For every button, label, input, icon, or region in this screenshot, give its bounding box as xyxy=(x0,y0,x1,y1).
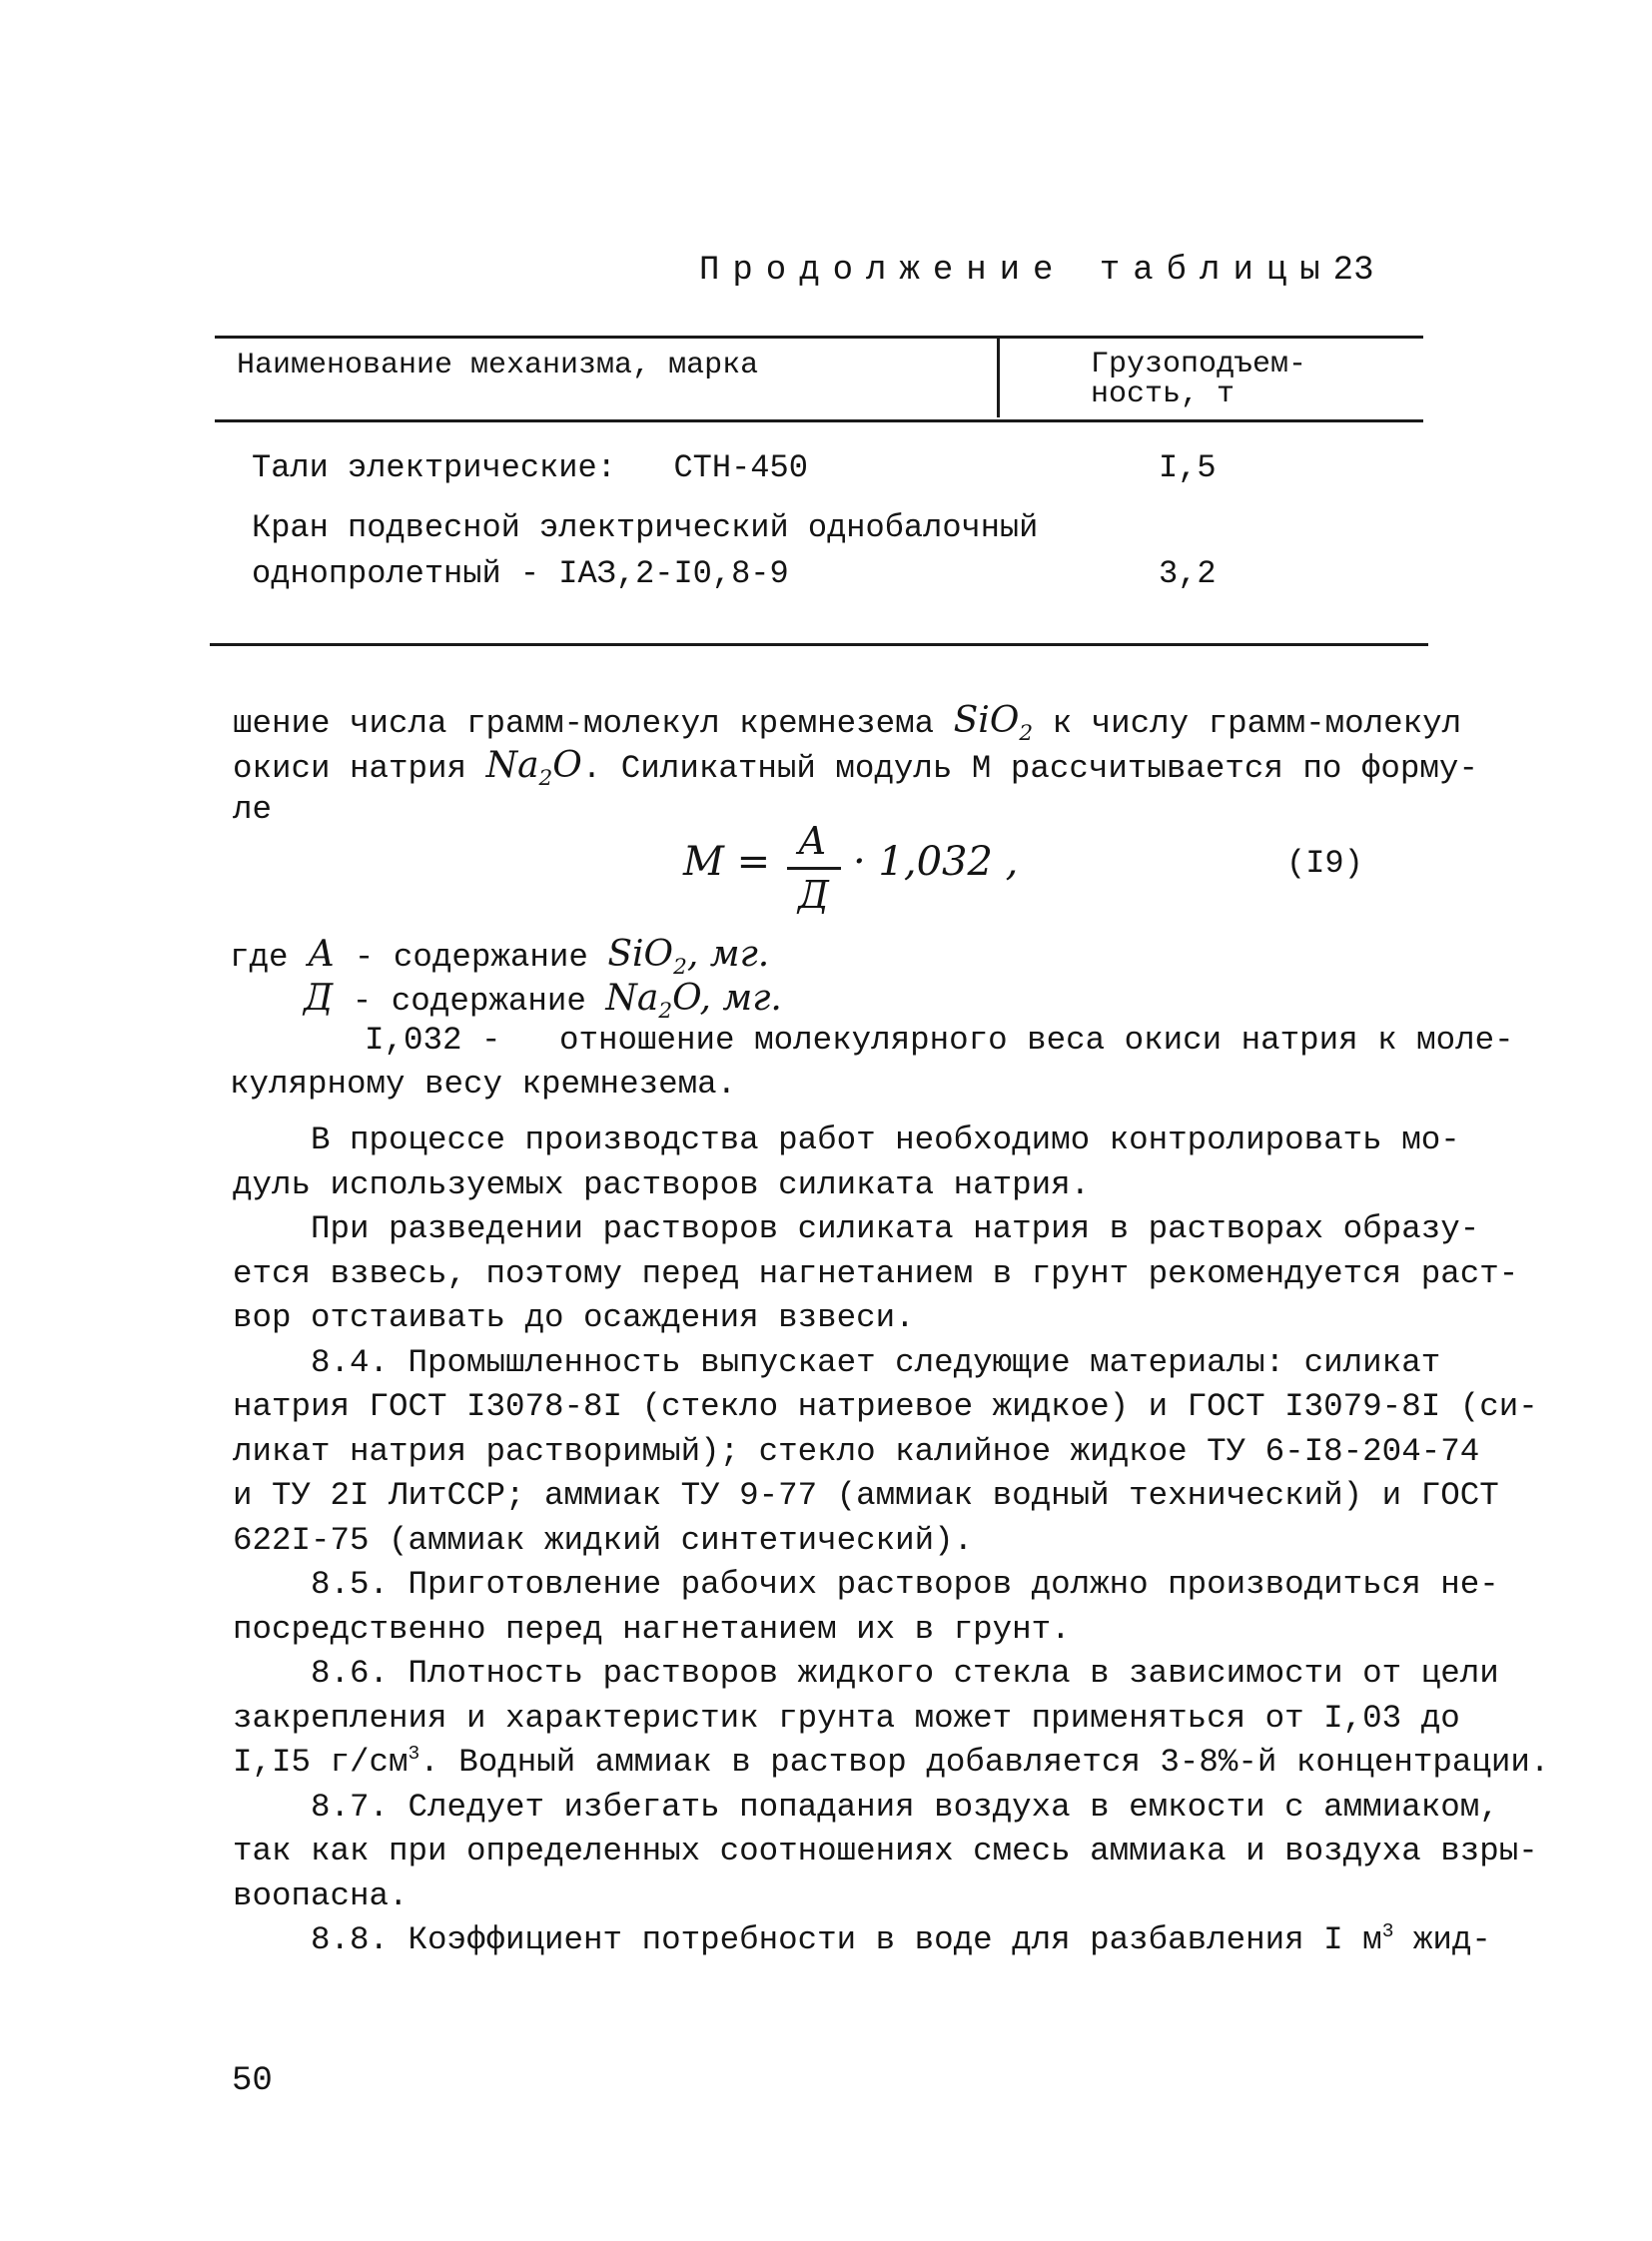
table-row-1-capacity: I,5 xyxy=(1159,449,1217,486)
formula-numerator: А xyxy=(798,819,827,863)
main-text xyxy=(233,1119,1550,1963)
formula-na2o: $Na_2O$ xyxy=(485,744,582,791)
table-header-name: Наименование механизма, марка xyxy=(237,349,759,382)
table-row-2-name-line1: Кран подвесной электрический однобалочный xyxy=(252,509,1039,546)
text-line: воопасна. xyxy=(233,1876,409,1914)
formula-lhs: M = xyxy=(683,839,771,885)
text-line: так как при определенных соотношениях смесь аммиака и воздуха взры- xyxy=(233,1833,1538,1869)
intro-line-1: шение числа грамм-молекул кремнезема SiO$_2$ к числу грамм-молекул xyxy=(233,700,1462,747)
table-header-capacity-line1: Грузоподъем- xyxy=(1091,348,1307,381)
table-header-rule xyxy=(215,419,1423,422)
text-line: При разведении растворов силиката натрия в растворах образу- xyxy=(233,1210,1480,1247)
text-line: В процессе производства работ необходимо контролировать мо- xyxy=(233,1121,1460,1158)
text-line: вор отстаивать до осаждения взвеси. xyxy=(233,1299,915,1336)
equation-number: (I9) xyxy=(1286,845,1363,882)
text-line: 8.5. Приготовление рабочих растворов должно производиться не- xyxy=(233,1566,1499,1603)
text-line: 8.7. Следует избегать попадания воздуха в емкости с аммиаком, xyxy=(233,1788,1499,1826)
text-line: ликат натрия растворимый); стекло калийное жидкое ТУ 6-I8-204-74 xyxy=(233,1432,1480,1470)
text-line: посредственно перед нагнетанием их в грунт. xyxy=(233,1610,1071,1648)
where-item-1: где А - содержание SiO$_2$, мг. xyxy=(230,934,770,981)
intro-line-2: окиси натрия $Na_2O$. Силикатный модуль М рассчитывается по форму- xyxy=(233,744,1478,791)
table-column-separator xyxy=(997,338,1000,417)
table-header-capacity-line2: ность, т xyxy=(1091,377,1236,411)
density-line: I,I5 $г/см^3$. Водный аммиак в раствор добавляется 3-8%-й концентрации. xyxy=(233,1743,1550,1781)
text-line: ется взвесь, поэтому перед нагнетанием в грунт рекомендуется раст- xyxy=(233,1254,1519,1292)
text-line: 8.4. Промышленность выпускает следующие материалы: силикат xyxy=(233,1343,1441,1381)
intro-paragraph xyxy=(233,699,1478,833)
table-row-2-capacity: 3,2 xyxy=(1159,555,1217,592)
last-line: 8.8. Коэффициент потребности в воде для разбавления I $м^3$ жид- xyxy=(233,1920,1491,1958)
formula-denominator: Д xyxy=(798,873,829,917)
where-item-3-line1: I,032 - отношение молекулярного веса окиси натрия к моле- xyxy=(365,1022,1514,1059)
text-line: и ТУ 2I ЛитССР; аммиак ТУ 9-77 (аммиак водный технический) и ГОСТ xyxy=(233,1477,1499,1514)
continuation-title xyxy=(699,252,1373,290)
continuation-label: Продолжение таблицы xyxy=(699,252,1333,290)
table-top-rule xyxy=(215,336,1423,339)
table-row-2-name-line2: однопролетный - IАЗ,2-I0,8-9 xyxy=(252,555,789,592)
text-line: закрепления и характеристик грунта может применяться от I,03 до xyxy=(233,1699,1460,1737)
text-line: дуль используемых растворов силиката натрия. xyxy=(233,1165,1091,1203)
page-number: 50 xyxy=(232,2062,273,2100)
where-item-2: Д - содержание $Na_2O$, мг. xyxy=(304,978,782,1025)
where-item-3-line2: кулярному весу кремнезема. xyxy=(230,1066,737,1103)
formula-sio2: SiO$_2$ xyxy=(953,700,1034,747)
intro-line-3: ле xyxy=(233,791,273,828)
text-line: 8.6. Плотность растворов жидкого стекла в зависимости от цели xyxy=(233,1655,1499,1692)
text-line: натрия ГОСТ I3078-8I (стекло натриевое жидкое) и ГОСТ I3079-8I (си- xyxy=(233,1388,1538,1425)
table-header-capacity xyxy=(1091,350,1306,409)
formula-coefficient: · 1,032 , xyxy=(853,839,1019,885)
table-row-1-name: Тали электрические: СТН-450 xyxy=(252,449,808,486)
formula-fraction-bar xyxy=(787,867,841,870)
silicate-module-formula xyxy=(683,819,1043,917)
table-number: 23 xyxy=(1332,252,1374,290)
table-bottom-rule xyxy=(210,643,1428,646)
where-block xyxy=(230,934,1514,1110)
text-line: 622I-75 (аммиак жидкий синтетический). xyxy=(233,1521,974,1559)
